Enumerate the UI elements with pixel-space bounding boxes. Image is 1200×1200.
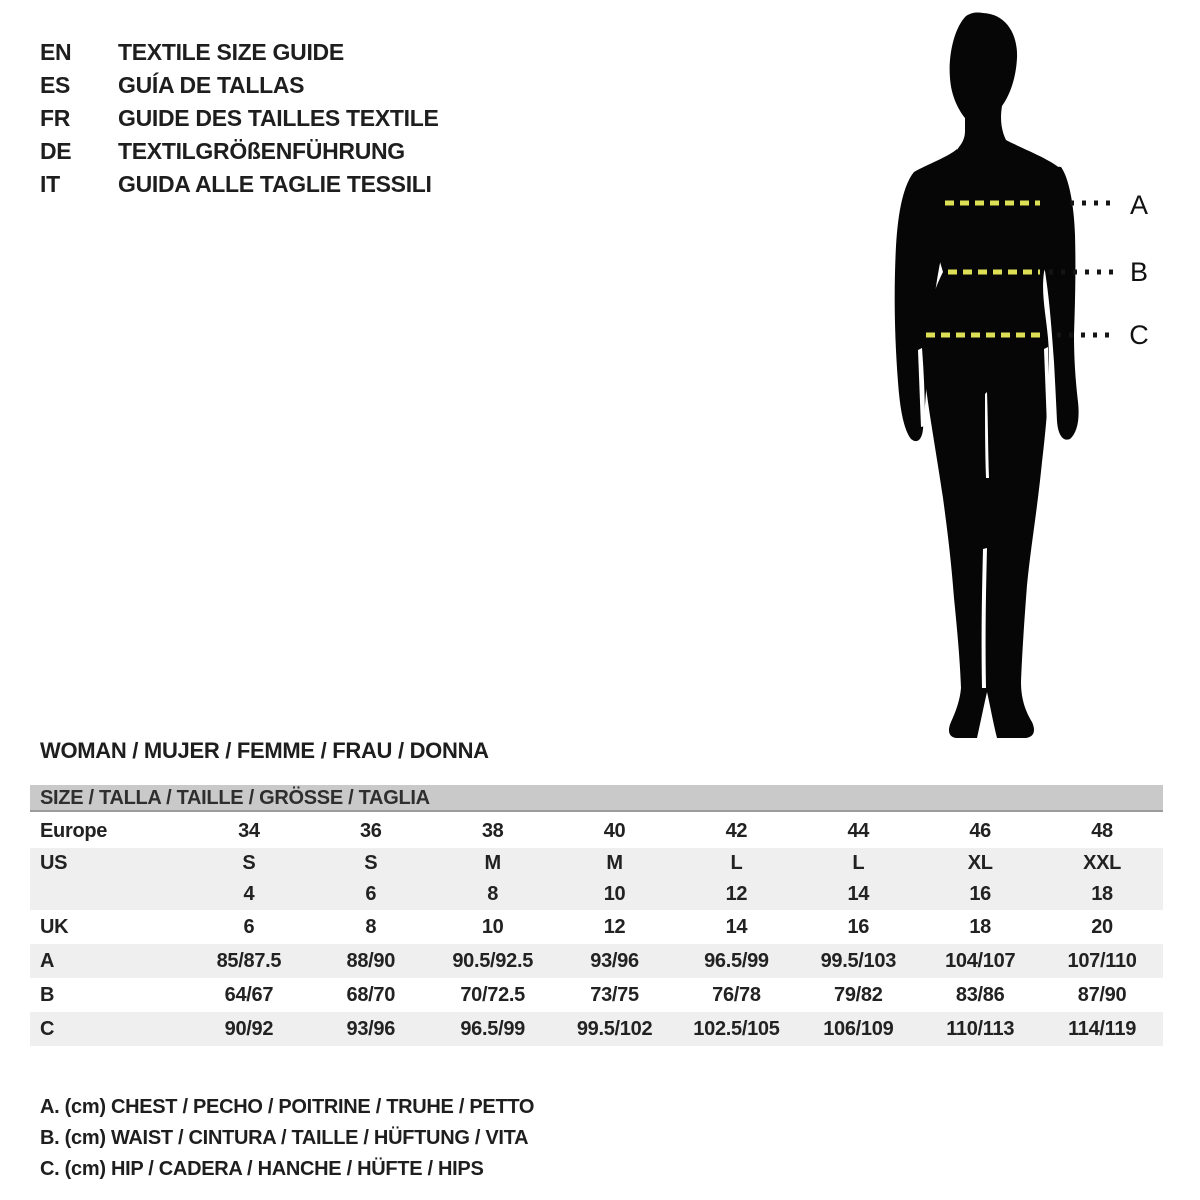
size-cell: 70/72.5	[460, 983, 525, 1006]
measurement-label-c: C	[1129, 320, 1149, 350]
table-row-line	[30, 814, 1163, 848]
size-cell: 85/87.5	[216, 949, 282, 972]
size-table	[30, 785, 1163, 1046]
size-cell: 102.5/105	[693, 1017, 780, 1040]
size-cell: 96.5/99	[704, 949, 769, 972]
language-title: GUÍA DE TALLAS	[118, 72, 305, 98]
language-title: GUIDE DES TAILLES TEXTILE	[118, 105, 439, 131]
size-cell: 99.5/102	[576, 1017, 653, 1040]
size-cell: 6	[365, 883, 377, 905]
size-cell: 34	[238, 819, 260, 842]
size-cell: 18	[1091, 883, 1113, 905]
size-cell: 14	[725, 915, 748, 938]
legend-line-c: C. (cm) HIP / CADERA / HANCHE / HÜFTE / HIPS	[40, 1158, 484, 1180]
woman-silhouette-figure	[860, 0, 1200, 760]
size-cell: M	[606, 852, 623, 874]
row-label: US	[40, 852, 68, 874]
size-cell: 36	[359, 819, 382, 842]
size-cell: 68/70	[346, 983, 396, 1006]
row-label: C	[40, 1017, 55, 1040]
table-row-uk	[30, 910, 1163, 944]
size-cell: 114/119	[1068, 1017, 1137, 1040]
language-title-list	[40, 36, 439, 201]
size-cell: 99.5/103	[820, 949, 897, 972]
language-title: GUIDA ALLE TAGLIE TESSILI	[118, 171, 432, 197]
size-cell: S	[364, 852, 378, 874]
size-cell: 87/90	[1077, 983, 1127, 1006]
language-title: TEXTILE SIZE GUIDE	[118, 39, 344, 65]
size-cell: 8	[365, 915, 377, 938]
size-cell: 83/86	[955, 983, 1005, 1006]
size-cell: 90/92	[224, 1017, 274, 1040]
language-row-it	[40, 168, 439, 201]
size-cell: 20	[1091, 915, 1113, 938]
size-table-header: SIZE / TALLA / TAILLE / GRÖSSE / TAGLIA	[30, 785, 1163, 812]
size-cell: 93/96	[590, 949, 639, 972]
size-cell: 64/67	[224, 983, 274, 1006]
language-title: TEXTILGRÖßENFÜHRUNG	[118, 138, 405, 164]
size-cell: 16	[847, 915, 870, 938]
table-row-line	[30, 1012, 1163, 1046]
size-cell: 104/107	[945, 949, 1016, 972]
size-cell: 10	[603, 883, 626, 905]
table-row-us	[30, 848, 1163, 910]
size-cell: 96.5/99	[460, 1017, 525, 1040]
size-cell: 88/90	[346, 949, 396, 972]
size-cell: 106/109	[823, 1017, 894, 1040]
language-code: IT	[40, 171, 60, 197]
size-cell: 46	[969, 819, 992, 842]
section-title-woman: WOMAN / MUJER / FEMME / FRAU / DONNA	[40, 738, 489, 763]
table-row-line	[30, 879, 1163, 910]
size-cell: XL	[967, 852, 993, 874]
language-row-fr	[40, 102, 439, 135]
size-cell: 8	[487, 883, 499, 905]
size-cell: 42	[725, 819, 748, 842]
size-cell: 12	[725, 883, 748, 905]
language-code: ES	[40, 72, 71, 98]
measurement-label-a: A	[1129, 190, 1148, 220]
table-row-line	[30, 848, 1163, 879]
size-cell: L	[852, 852, 865, 874]
language-code: FR	[40, 105, 71, 131]
size-cell: 76/78	[712, 983, 761, 1006]
row-label: A	[40, 949, 55, 972]
size-cell: 107/110	[1067, 949, 1137, 972]
size-cell: 38	[481, 819, 504, 842]
table-row-line	[30, 978, 1163, 1012]
table-row-a	[30, 944, 1163, 978]
size-cell: 40	[603, 819, 626, 842]
size-cell: XXL	[1083, 852, 1122, 874]
table-row-b	[30, 978, 1163, 1012]
table-row-line	[30, 910, 1163, 944]
table-row-europe	[30, 814, 1163, 848]
size-cell: L	[730, 852, 743, 874]
row-label: Europe	[40, 819, 108, 842]
size-cell: 6	[243, 915, 255, 938]
size-cell: 12	[603, 915, 626, 938]
language-row-en	[40, 36, 439, 69]
size-cell: 73/75	[590, 983, 639, 1006]
language-row-de	[40, 135, 439, 168]
size-cell: 110/113	[946, 1017, 1015, 1040]
size-cell: 90.5/92.5	[452, 949, 534, 972]
row-label: B	[40, 983, 55, 1006]
table-row-c	[30, 1012, 1163, 1046]
measurement-legend	[40, 1092, 534, 1185]
size-cell: 44	[847, 819, 870, 842]
language-code: DE	[40, 138, 72, 164]
size-table-body	[30, 814, 1163, 1046]
row-label: UK	[40, 915, 69, 938]
woman-silhouette-icon	[860, 0, 1200, 760]
size-cell: 14	[847, 883, 870, 905]
size-cell: 18	[969, 915, 992, 938]
language-code: EN	[40, 39, 72, 65]
size-cell: 93/96	[346, 1017, 396, 1040]
legend-line-b: B. (cm) WAIST / CINTURA / TAILLE / HÜFTUNG / VITA	[40, 1127, 529, 1149]
size-cell: 48	[1091, 819, 1113, 842]
size-cell: 4	[243, 883, 255, 905]
size-cell: M	[484, 852, 501, 874]
language-row-es	[40, 69, 439, 102]
size-cell: 10	[481, 915, 504, 938]
size-cell: 79/82	[834, 983, 883, 1006]
legend-line-a: A. (cm) CHEST / PECHO / POITRINE / TRUHE / PETTO	[40, 1096, 535, 1118]
measurement-label-b: B	[1129, 257, 1148, 287]
table-row-line	[30, 944, 1163, 978]
size-cell: S	[242, 852, 256, 874]
size-cell: 16	[969, 883, 992, 905]
